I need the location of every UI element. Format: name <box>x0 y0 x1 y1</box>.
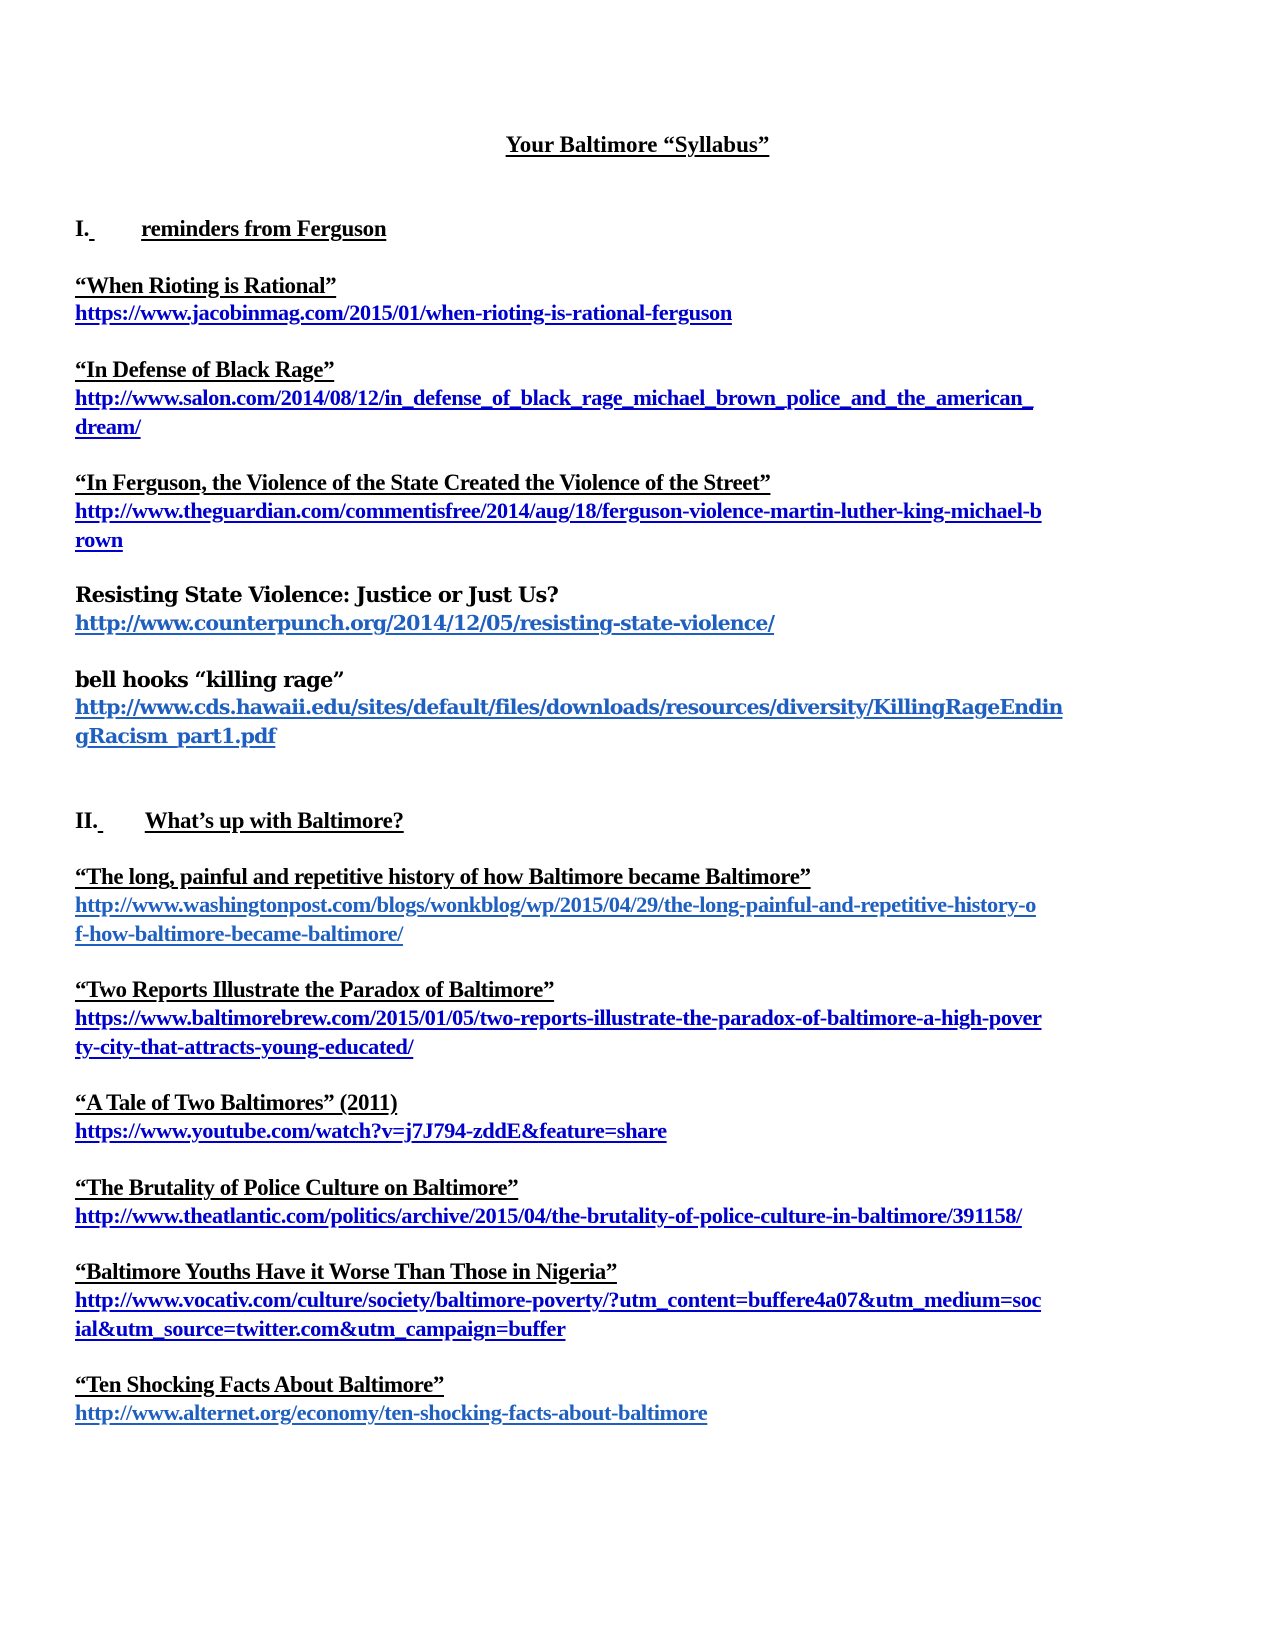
item-link[interactable]: https://www.youtube.com/watch?v=j7J794-zddE&feature=share <box>75 1118 667 1143</box>
item-title: bell hooks “killing rage” <box>75 667 344 692</box>
item-link[interactable]: http://www.salon.com/2014/08/12/in_defense_of_black_rage_michael_brown_police_and_the_american_ dream/ <box>75 385 1034 439</box>
item-link[interactable]: http://www.alternet.org/economy/ten-shocking-facts-about-baltimore <box>75 1400 708 1425</box>
section-number: I. <box>75 216 90 241</box>
item-title: “When Rioting is Rational” <box>75 273 337 298</box>
item-title: “Two Reports Illustrate the Paradox of Baltimore” <box>75 977 555 1002</box>
item-link[interactable]: http://www.cds.hawaii.edu/sites/default/files/downloads/resources/diversity/KillingRageEndin gRacism_part1.pdf <box>75 695 1063 748</box>
item-link[interactable]: https://www.baltimorebrew.com/2015/01/05/two-reports-illustrate-the-paradox-of-baltimore-a-high-pover ty-city-that-attracts-young-educated/ <box>75 1005 1042 1059</box>
item-link[interactable]: http://www.theatlantic.com/politics/archive/2015/04/the-brutality-of-police-culture-in-baltimore/391158/ <box>75 1203 1022 1228</box>
item-title: “The long, painful and repetitive history of how Baltimore became Baltimore” <box>75 864 811 889</box>
item-title: Resisting State Violence: Justice or Just Us? <box>75 582 558 607</box>
document-title: Your Baltimore “Syllabus” <box>505 132 770 157</box>
section-heading-2 <box>75 808 404 834</box>
item-link[interactable]: https://www.jacobinmag.com/2015/01/when-rioting-is-rational-ferguson <box>75 300 732 325</box>
item-title: “The Brutality of Police Culture on Baltimore” <box>75 1175 519 1200</box>
item-title: “Baltimore Youths Have it Worse Than Those in Nigeria” <box>75 1259 617 1284</box>
section-title: reminders from Ferguson <box>141 216 387 241</box>
item-link[interactable]: http://www.counterpunch.org/2014/12/05/resisting-state-violence/ <box>75 611 775 635</box>
item-link[interactable]: http://www.vocativ.com/culture/society/baltimore-poverty/?utm_content=buffere4a07&utm_medium=soc ial&utm_source=twitter.com&utm_campaign=buffer <box>75 1287 1042 1341</box>
section-number: II. <box>75 808 98 833</box>
item-title: “Ten Shocking Facts About Baltimore” <box>75 1372 444 1397</box>
item-link[interactable]: http://www.theguardian.com/commentisfree/2014/aug/18/ferguson-violence-martin-luther-king-michael-b rown <box>75 498 1042 552</box>
section-title: What’s up with Baltimore? <box>144 808 404 833</box>
item-title: “A Tale of Two Baltimores” (2011) <box>75 1090 398 1115</box>
item-link[interactable]: http://www.washingtonpost.com/blogs/wonkblog/wp/2015/04/29/the-long-painful-and-repetitive-history-o f-how-baltimore-became-baltimore/ <box>75 892 1036 946</box>
section-heading-1 <box>75 216 386 242</box>
item-title: “In Defense of Black Rage” <box>75 357 335 382</box>
item-title: “In Ferguson, the Violence of the State Created the Violence of the Street” <box>75 470 771 495</box>
